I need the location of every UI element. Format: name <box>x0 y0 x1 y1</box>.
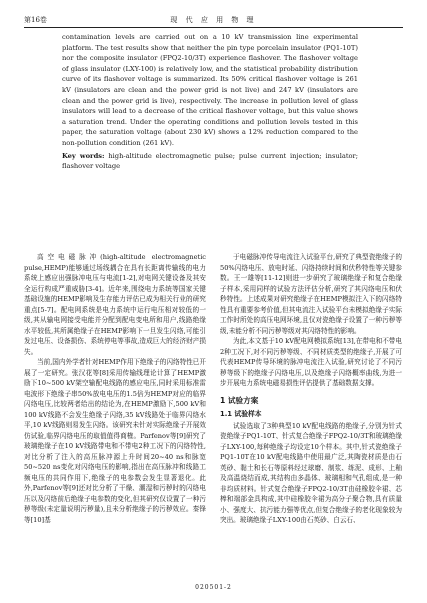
right-column <box>220 252 402 526</box>
review-continued-paragraph: 于电磁脉冲传导电流注入试验平台,研究了典型瓷绝缘子的50%闪络电压、放电时延、闪络持续时间和伏秒特性等关键参数。王一雄等[11-12]则进一步研究了玻璃绝缘子和复合绝缘子样本,采用同样的试验方法评估分析,研究了其闪络电压和伏秒特性。上述成果对研究绝缘子在HEMP模拟注入下的闪络特性具有重要参考价值,但其电流注入试验平台未模拟绝缘子实际工作时所处的高压电网环境,且仅对瓷绝缘子设置了一种污秽等级,未能分析不同污秽等级对其闪络特性的影响。 <box>220 253 402 335</box>
english-abstract <box>62 32 358 172</box>
aim-paragraph: 为此,本文基于10 kV配电网模拟系统[13],在带电和不带电2种工况下,对不同污秽等级、不同材质类型的绝缘子,开展了可代表HEMP传导环境的脉冲电流注入试验,研究讨论了不同污秽等级下的绝缘子闪络电压,以及绝缘子闪络概率曲线,为进一步开展电力系统电磁易损性评估提供了基础数据支撑。 <box>220 337 402 387</box>
keywords-text: high-altitude electromagnetic pulse; pulse current injection; insulator; flashover voltage <box>62 151 358 171</box>
journal-title: 现 代 应 用 物 理 <box>170 16 257 24</box>
subsection-heading: 1.1 试验样本 <box>220 409 262 418</box>
page-header <box>24 14 403 26</box>
keywords <box>62 151 358 172</box>
page-number: 020501-2 <box>195 584 232 591</box>
volume-label: 第16卷 <box>24 16 47 24</box>
review-paragraph: 当前,国内外学者针对HEMP作用下绝缘子的闪络特性已开展了一定研究。张汉花等[8]采用传输线理论计算了HEMP激励下10~500 kV架空输配电线路的感应电压,同时采用标准雷电波形下绝缘子串50%放电电压的1.5倍为HEMP对应的临界闪络电压,比较两者给出的结论为,在HEMP激励下,500 kV和100 kV线路不会发生绝缘子闪络,35 kV线路处于临界闪络水平,10 kV线路则易发生闪络。该研究未针对实际绝缘子开展效仿试验,临界闪络电压的取值值得商榷。Parfenov等[9]研究了玻璃绝缘子在10 kV线路带电和不带电2种工况下的闪络特性,对比分析了注入的高压脉冲源上升时间20~40 ns和脉宽50~520 ns变化对闪络电压的影响,指出在高压脉冲和线路工频电压的共同作用下,绝缘子的电参数会发生显著退化。此外,Parfenov等[9]还对比分析了干燥、潮湿和污秽时的闪络电压以及闪络前后绝缘子电参数的变化,但其研究仅设置了一种污秽等级(未定量说明污秽量),且未分析绝缘子的污秽效应。秦锋等[10]基 <box>24 358 206 524</box>
left-column <box>24 252 206 525</box>
samples-paragraph: 试验选取了3种典型10 kV配电线路的绝缘子,分别为针式瓷绝缘子PQ1-10T、针式复合绝缘子FPQ2-10/3T和玻璃绝缘子LXY-100,每种绝缘子均设定10个样本。其中,针式瓷绝缘子PQ1-10T在10 kV配电线路中使用最广泛,其陶瓷材质是由石英砂、黏土和长石等原料经过球磨、制浆、练泥、成形、上釉及高温烧结而成,其结构由多晶体、玻璃相和气孔组成,是一种非均质材料。针式复合绝缘子FPQ2-10/3T由硅橡胶伞裙、芯棒和端部金具构成,其中硅橡胶伞裙为高分子聚合物,具有质量小、强度大、抗污能力强等优点,但复合绝缘子的老化现象较为突出。玻璃绝缘子LXY-100由石英砂、白云石、 <box>220 421 402 524</box>
abstract-text: contamination levels are carried out on a 10 kV transmission line experimental platform. The test results show that neither the pin type porcelain insulator (PQ1-10T) nor the composite insulator (FPQ2-10/3T) experience flashover. The flashover voltage of glass insulator (LXY-100) is relatively low, and the statistical probability distribution curve of its flashover voltage is summarized. Its 50% critical flashover voltage is 261 kV (insulators are clean and the power grid is not live) and 247 kV (insulators are clean and the power grid is live), respectively. The increase in pollution level of glass insulators will lead to a decrease of the critical flashover voltage, but this value shows a saturation trend. Under the operating conditions and pollution levels tested in this paper, the saturation voltage (about 230 kV) shows a 12% reduction compared to the non-pollution condition (261 kV). <box>62 33 358 147</box>
keywords-label: Key words: <box>62 151 105 160</box>
section-heading: 1 试验方案 <box>220 395 259 405</box>
intro-paragraph: 高空电磁脉冲(high-altitude electromagnetic pulse,HEMP)能够通过场线耦合在具有长距离传输线的电力系统上感应出强脉冲电压与电流[1-2],对电网关键设备及其安全运行构成严重威胁[3-4]。近年来,围绕电力系统等国家关键基础设施的HEMP影响及生存能力评估已成为相关行业的研究重点[5-7]。配电网系统是电力系统中运行电压相对较低的一级,其从输电网接受电能并分配到配电变电所和用户,线路绝缘水平较低,其所属绝缘子在HEMP影响下一旦发生闪络,可能引发过电压、设备损伤、系统停电等事故,造成巨大的经济财产损失。 <box>24 253 206 356</box>
header-rule <box>24 27 403 28</box>
